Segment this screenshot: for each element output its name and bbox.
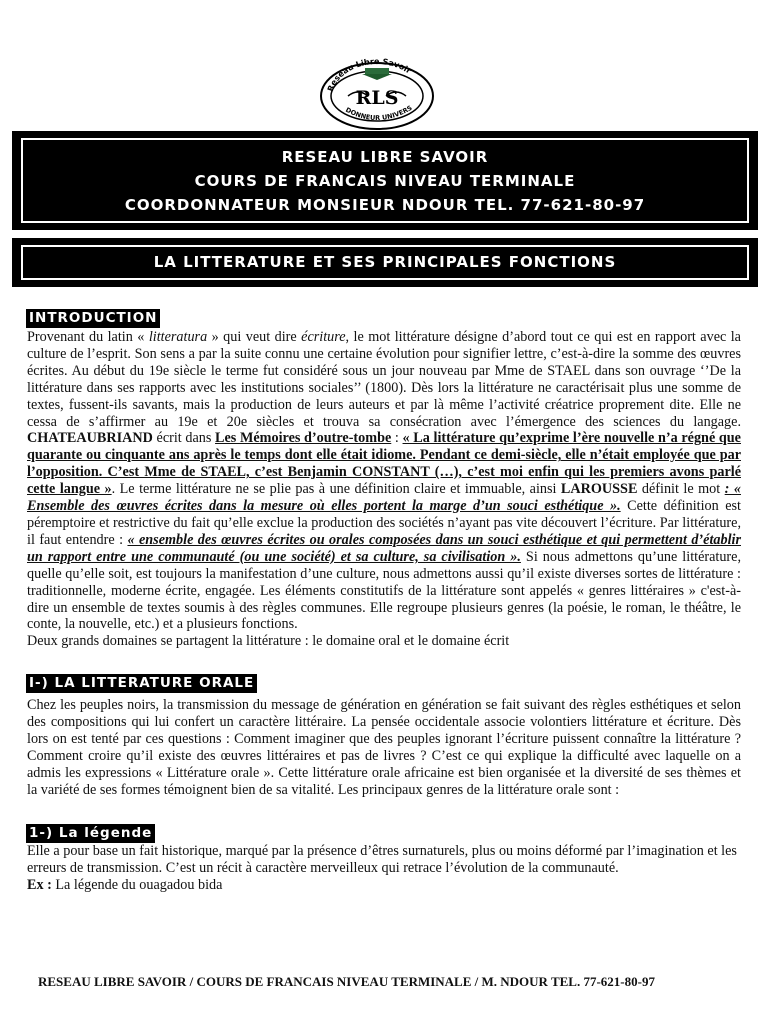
intro-text-9: :: [391, 430, 403, 447]
intro-book-title: Les Mémoires d’outre-tombe: [215, 430, 392, 447]
header-line-2: COURS DE FRANCAIS NIVEAU TERMINALE: [194, 172, 576, 190]
intro-text-13: définit le mot: [637, 481, 725, 498]
intro-text-2: litteratura: [148, 329, 208, 345]
intro-text-7: écrit dans: [152, 430, 216, 447]
introduction-paragraph: [27, 329, 741, 650]
intro-text-5: , le mot littérature désigne d’abord tout ce qui est en rapport avec la culture de l’esprit. Son sens a par la suite connu une certaine évolution pour signifier lettre, c’est-à-dire la somme des œuvres écrites. Au début du 19e siècle le terme fut considéré sous un jour nouveau par Mme de STAEL dans son ouvrage ‘’De la littérature dans ses rapports avec les institutions sociales’’ (1800). Dès lors la littérature ne caractérisait plus une somme de textes, fussent-ils savants, mais la production de leurs auteurs et par là même l’activité créatrice proprement dite. Elle ne cessa de s’affirmer au 19e et 20e siècles et trouva sa consécration avec l’émergence des sciences du langage.: [27, 329, 741, 430]
header-box: [12, 131, 758, 230]
intro-text-4: écriture: [301, 329, 346, 345]
intro-quote-larousse: : « Ensemble des œuvres écrites dans la mesure où elles portent la marge d’un souci esthétique ».: [27, 481, 741, 515]
subsection-legend-paragraph: [27, 843, 741, 894]
intro-text-3: » qui veut dire: [207, 329, 302, 345]
page-title: LA LITTERATURE ET SES PRINCIPALES FONCTIONS: [153, 253, 617, 271]
subsection-legend-heading: 1-) La légende: [26, 824, 155, 843]
intro-text-18: Deux grands domaines se partagent la littérature : le domaine oral et le domaine écrit: [27, 633, 510, 650]
intro-quote-definition: « ensemble des œuvres écrites ou orales composées dans un souci esthétique et qui permettent d’établir un rapport entre une communauté (ou une société) et sa culture, sa civilisation ».: [27, 531, 741, 565]
header-line-3: COORDONNATEUR MONSIEUR NDOUR TEL. 77-621-80-97: [124, 196, 646, 214]
intro-quote-chateaubriand: « La littérature qu’exprime l’ère nouvelle n’a régné que quarante ou cinquante ans après le temps dont elle était idiome. Pendant ce demi-siècle, elle n’était employée que par l’opposition. C’est Mme de STAEL, c’est Benjamin CONSTANT (…), c’est moi enfin qui les premiers avons parlé cette langue »: [27, 430, 741, 498]
logo: [318, 58, 436, 130]
intro-text-11: . Le terme littérature ne se plie pas à une définition claire et immuable, ainsi: [111, 481, 561, 498]
legend-example-text: La légende du ouagadou bida: [51, 876, 223, 893]
header-line-1: RESEAU LIBRE SAVOIR: [281, 148, 489, 166]
title-box: [12, 238, 758, 287]
intro-author-chateaubriand: CHATEAUBRIAND: [27, 430, 153, 447]
intro-text-1: Provenant du latin «: [27, 329, 149, 345]
introduction-heading: INTRODUCTION: [26, 309, 160, 328]
section-oral-literature-paragraph: Chez les peuples noirs, la transmission du message de génération en génération se fait suivant des règles esthétiques et selon des compositions qui lui confert un caractère littéraire. La pensée occidentale associe volontiers littérature et écriture. Dès lors on est tenté par ces questions : Comment imaginer que des peuples ignorant l’écriture puissent connaître la littérature ? Comment croire qu’il existe des œuvres littéraires et pas de livres ? C’est ce qui explique la difficulté avec laquelle on a admis les expressions « Littérature orale ». Cette littérature orale africaine est bien organisée et la diversité de ses thèmes et la variété de ses formes témoignent bien de sa vitalité. Les principaux genres de la littérature orale sont :: [27, 697, 741, 798]
section-oral-literature-heading: I-) LA LITTERATURE ORALE: [26, 674, 257, 693]
intro-text-15: Cette définition est péremptoire et restrictive du fait qu’elle exclue la production des sociétés n’ayant pas vite découvert l’écriture. Par littérature, il faut entendre :: [27, 498, 741, 548]
logo-initials: RLS: [355, 87, 399, 109]
logo-top-text: Reseau Libre Savoir: [325, 58, 413, 93]
legend-example-label: Ex :: [27, 876, 52, 893]
intro-text-17: Si nous admettons qu’une littérature, quelle qu’elle soit, est toujours la manifestation d’une culture, nous admettons aussi qu’il existe diverses sortes de littérature : traditionnelle, moderne écrite, engagée. Les éléments constitutifs de la littérature sont appelés « genres littéraires » c'est-à-dire un ensemble de textes soumis à des règles communes. Elle regroupe plusieurs genres (la poésie, le roman, le théâtre, le conte, la nouvelle, etc.) et a plusieurs fonctions.: [27, 548, 741, 633]
intro-larousse: LAROUSSE: [560, 481, 638, 498]
legend-text: Elle a pour base un fait historique, marqué par la présence d’êtres surnaturels, plus ou moins déformé par l’imagination et les erreurs de transmission. C’est un récit à caractère merveilleux qui retrace l’évolution de la communauté.: [27, 843, 737, 876]
logo-bottom-text: DONNEUR UNIVERS: [344, 103, 414, 123]
page-footer: RESEAU LIBRE SAVOIR / COURS DE FRANCAIS NIVEAU TERMINALE / M. NDOUR TEL. 77-621-80-97: [38, 974, 655, 989]
